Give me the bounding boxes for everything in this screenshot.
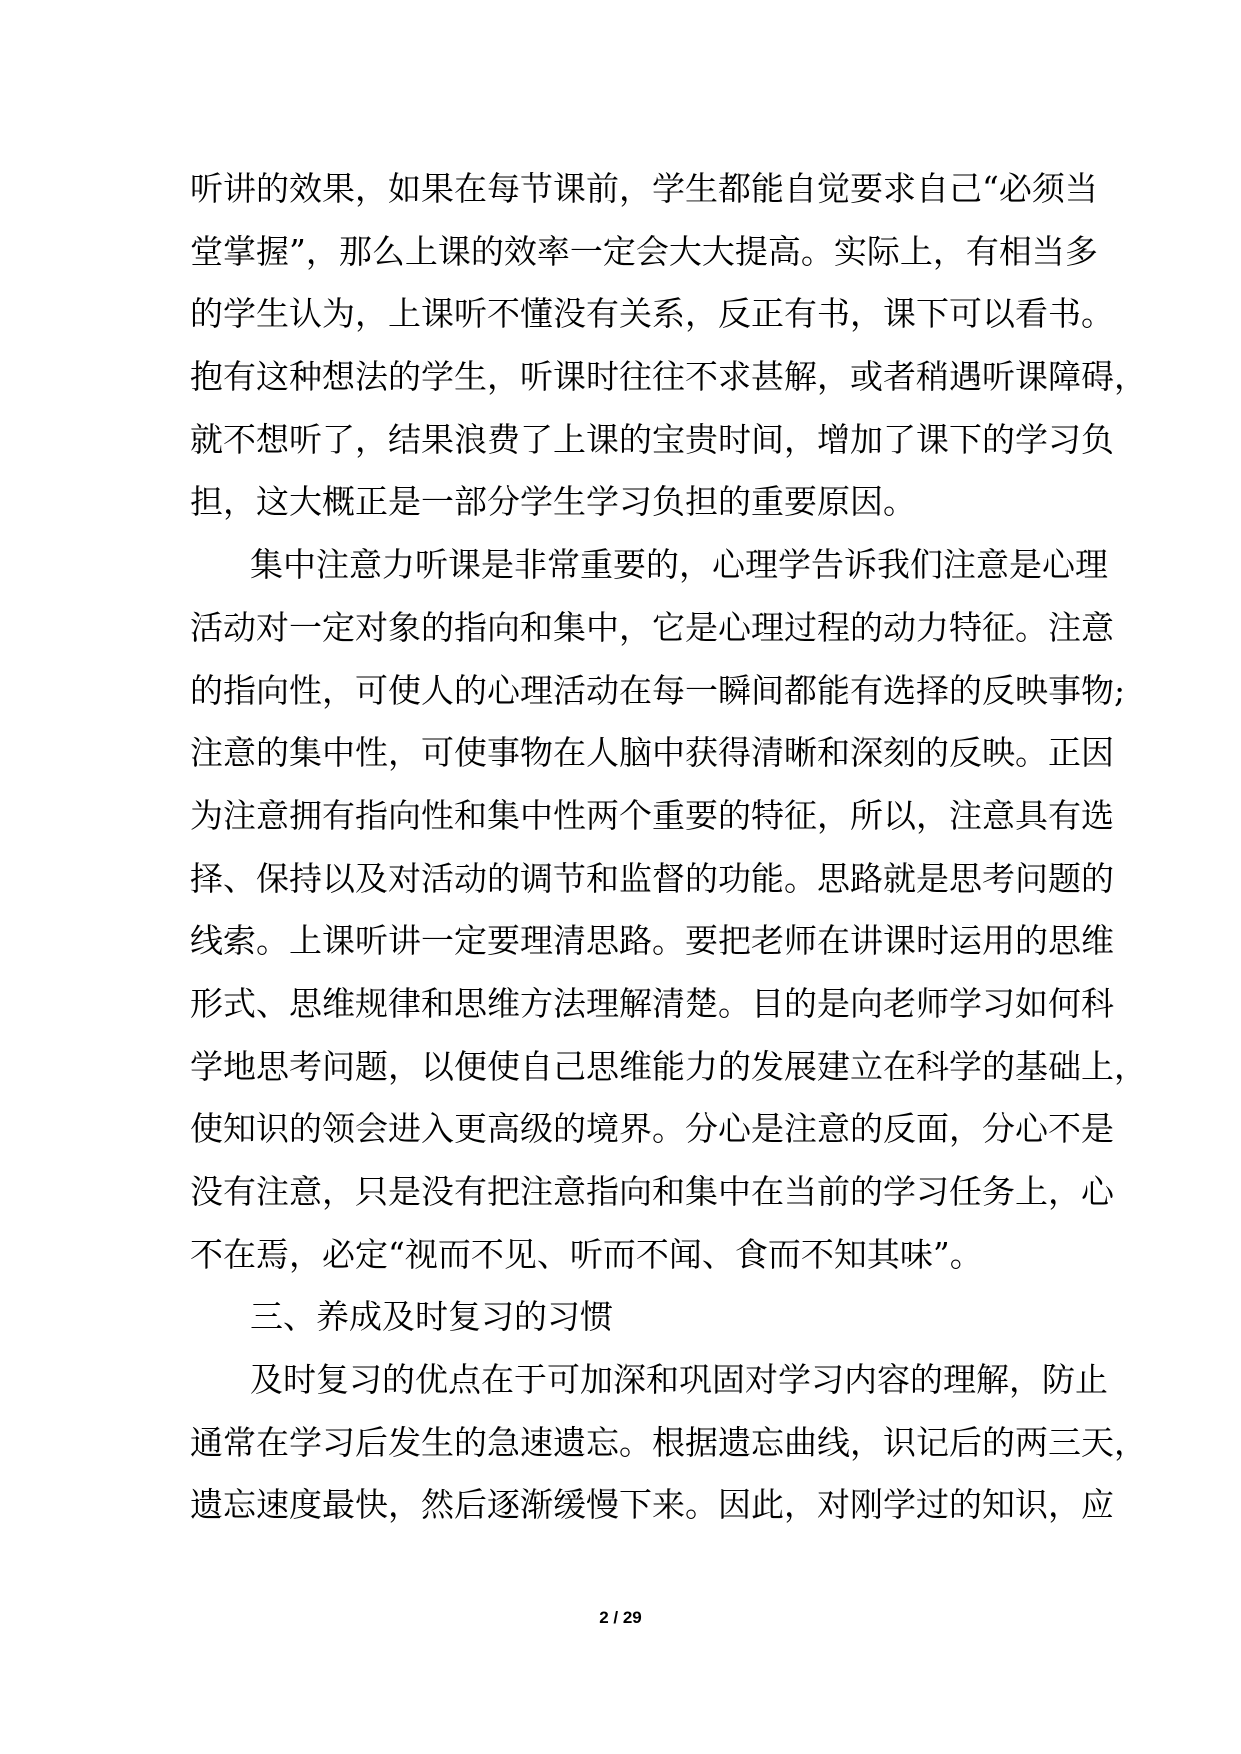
text-line: 抱有这种想法的学生，听课时往往不求甚解，或者稍遇听课障碍， — [190, 357, 1147, 397]
text-line: 集中注意力听课是非常重要的，心理学告诉我们注意是心理 — [250, 545, 1108, 585]
text-line: 不在焉，必定“视而不见、听而不闻、食而不知其味”。 — [190, 1234, 983, 1274]
text-line: 通常在学习后发生的急速遗忘。根据遗忘曲线，识记后的两三天， — [190, 1422, 1147, 1462]
text-line: 线索。上课听讲一定要理清思路。要把老师在讲课时运用的思维 — [190, 921, 1114, 961]
text-line: 活动对一定对象的指向和集中，它是心理过程的动力特征。注意 — [190, 607, 1114, 647]
text-line: 堂掌握”，那么上课的效率一定会大大提高。实际上，有相当多 — [190, 231, 1098, 271]
body-text — [190, 158, 1147, 1537]
text-line: 择、保持以及对活动的调节和监督的功能。思路就是思考问题的 — [190, 858, 1114, 898]
section-heading: 三、养成及时复习的习惯 — [250, 1297, 613, 1337]
text-line: 及时复习的优点在于可加深和巩固对学习内容的理解，防止 — [250, 1360, 1108, 1400]
text-line: 就不想听了，结果浪费了上课的宝贵时间，增加了课下的学习负 — [190, 419, 1114, 459]
text-line: 的学生认为，上课听不懂没有关系，反正有书，课下可以看书。 — [190, 294, 1114, 334]
text-line: 注意的集中性，可使事物在人脑中获得清晰和深刻的反映。正因 — [190, 733, 1114, 773]
text-line: 的指向性，可使人的心理活动在每一瞬间都能有选择的反映事物; — [190, 670, 1126, 710]
page-number: 2 / 29 — [599, 1608, 642, 1627]
text-line: 学地思考问题，以便使自己思维能力的发展建立在科学的基础上， — [190, 1046, 1147, 1086]
text-line: 使知识的领会进入更高级的境界。分心是注意的反面，分心不是 — [190, 1109, 1114, 1149]
text-line: 听讲的效果，如果在每节课前，学生都能自觉要求自己“必须当 — [190, 169, 1098, 208]
text-line: 担，这大概正是一部分学生学习负担的重要原因。 — [190, 482, 916, 522]
text-line: 为注意拥有指向性和集中性两个重要的特征，所以，注意具有选 — [190, 795, 1114, 835]
text-line: 遗忘速度最快，然后逐渐缓慢下来。因此，对刚学过的知识，应 — [190, 1485, 1114, 1525]
text-line: 没有注意，只是没有把注意指向和集中在当前的学习任务上，心 — [190, 1172, 1114, 1211]
text-line: 形式、思维规律和思维方法理解清楚。目的是向老师学习如何科 — [190, 983, 1114, 1023]
